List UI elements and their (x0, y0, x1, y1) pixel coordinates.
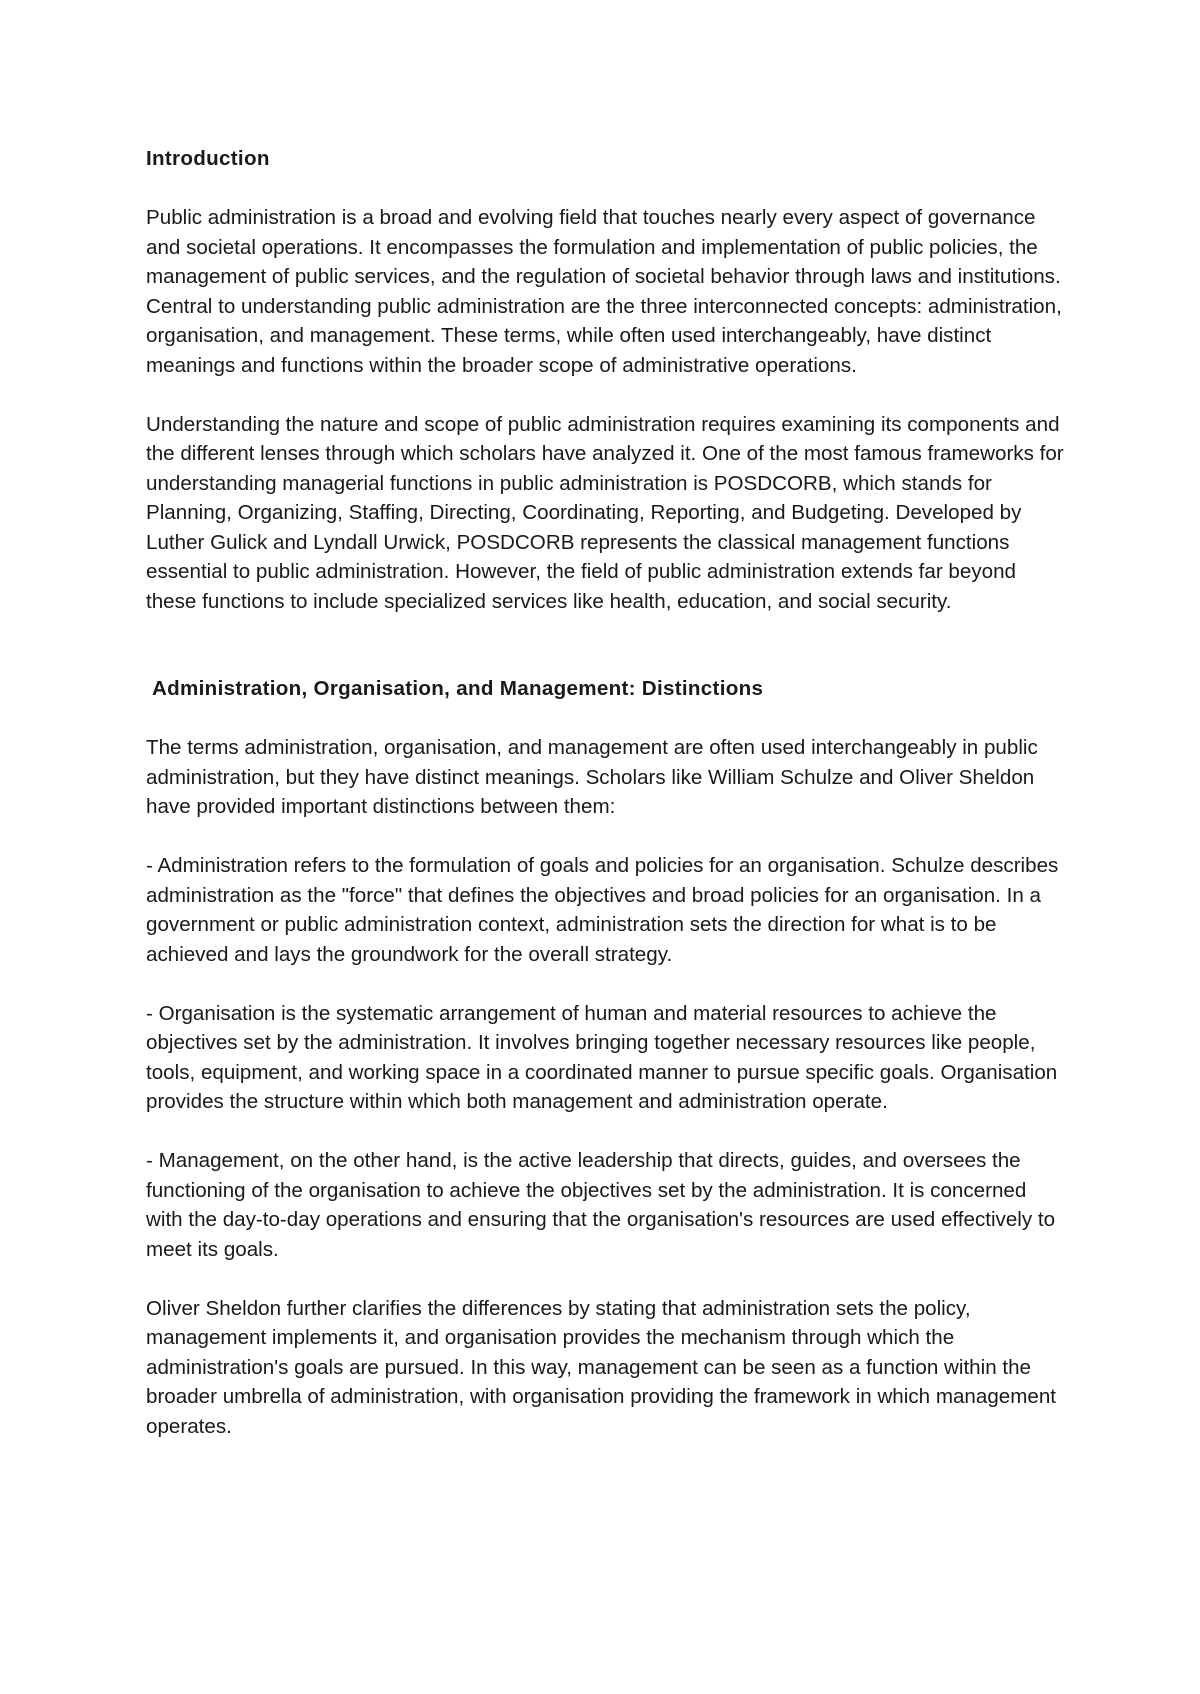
paragraph-distinctions-1: The terms administration, organisation, and management are often used interchangeably in public administration, but they have distinct meanings. Scholars like William Schulze and Oliver Sheldon have provided important distinctions between them: (146, 736, 1038, 818)
document-body (146, 144, 1066, 1441)
paragraph-intro-1: Public administration is a broad and evolving field that touches nearly every aspect of governance and societal operations. It encompasses the formulation and implementation of public policies, the management of public services, and the regulation of societal behavior through laws and institutions. Central to understanding public administration are the three interconnected concepts: administration, organisation, and management. These terms, while often used interchangeably, have distinct meanings and functions within the broader scope of administrative operations. (146, 206, 1062, 377)
paragraph-sheldon: Oliver Sheldon further clarifies the differences by stating that administration sets the policy, management implements it, and organisation provides the mechanism through which the administration's goals are pursued. In this way, management can be seen as a function within the broader umbrella of administration, with organisation providing the framework in which management operates. (146, 1296, 1057, 1438)
section-heading-introduction: Introduction (146, 147, 270, 170)
paragraph-management: - Management, on the other hand, is the active leadership that directs, guides, and oversees the functioning of the organisation to achieve the objectives set by the administration. It is concerned with the day-to-day operations and ensuring that the organisation's resources are used effectively to meet its goals. (146, 1149, 1056, 1261)
paragraph-organisation: - Organisation is the systematic arrangement of human and material resources to achieve the objectives set by the administration. It involves bringing together necessary resources like people, tools, equipment, and working space in a coordinated manner to pursue specific goals. Organisation provides the structure within which both management and administration operate. (146, 1001, 1058, 1113)
paragraph-intro-2: Understanding the nature and scope of public administration requires examining its components and the different lenses through which scholars have analyzed it. One of the most famous frameworks for understanding managerial functions in public administration is POSDCORB, which stands for Planning, Organizing, Staffing, Directing, Coordinating, Reporting, and Budgeting. Developed by Luther Gulick and Lyndall Urwick, POSDCORB represents the classical management functions essential to public administration. However, the field of public administration extends far beyond these functions to include specialized services like health, education, and social security. (146, 412, 1064, 613)
section-heading-distinctions: Administration, Organisation, and Management: Distinctions (152, 677, 764, 700)
paragraph-administration: - Administration refers to the formulation of goals and policies for an organisation. Schulze describes administration as the "force" that defines the objectives and broad policies for an organisation. In a government or public administration context, administration sets the direction for what is to be achieved and lays the groundwork for the overall strategy. (146, 854, 1059, 966)
